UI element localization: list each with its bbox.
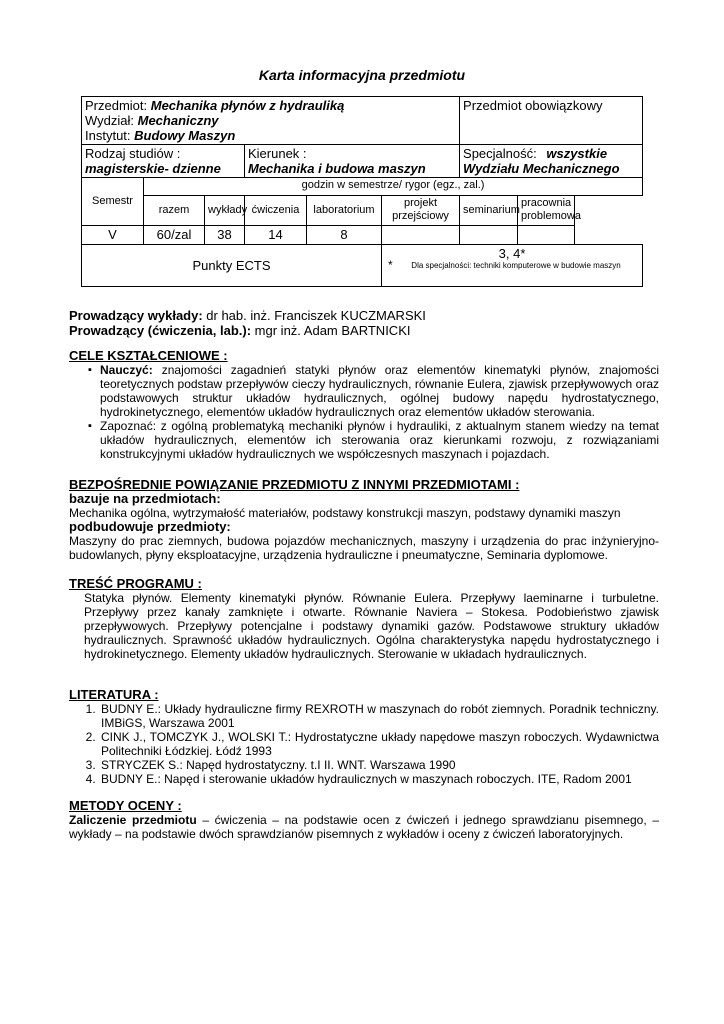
instructors: [69, 308, 659, 338]
list-item: 1. BUDNY E.: Układy hydrauliczne firmy REXROTH w maszynach do robót ziemnych. Poradnik techniczny. IMBiGS, Warszawa 2001: [99, 702, 659, 730]
col-seminarium: seminarium: [460, 196, 518, 226]
value-cwiczenia: 14: [245, 226, 307, 245]
value-razem: 60/zal: [144, 226, 205, 245]
literature-list: [69, 702, 659, 786]
ects-label: Punkty ECTS: [82, 245, 382, 287]
supports-text: Maszyny do prac ziemnych, budowa pojazdów mechanicznych, maszyny i urządzenia do prac inżynieryjno-budowlanych, płyny eksploatacyjne, urządzenia hydrauliczne i pneumatyczne, Seminaria dyplomowe.: [69, 534, 659, 562]
list-item: ▪ Nauczyć: znajomości zagadnień statyki płynów oraz elementów kinematyki płynów, znajomości teoretycznych podstaw przepływów cieczy hydraulicznych, równanie Eulera, zjawisk przepływowych oraz podstawowych struktur układów hydraulicznych, ogólnej budowy napędu hydrostatycznego, hydrokinetycznego, elementów układów hydraulicznych oraz elementów układów sterowania.: [100, 363, 659, 419]
value-seminarium: [460, 226, 518, 245]
page-title: Karta informacyjna przedmiotu: [258, 67, 466, 83]
semester-header: Semestr: [82, 178, 144, 226]
assessment-section: [69, 799, 659, 841]
assessment-heading: METODY OCENY :: [69, 798, 182, 813]
specialty-cell: Specjalność: wszystkie Wydziału Mechanicznego: [460, 145, 643, 178]
ects-value: 3, 4*: [498, 246, 526, 261]
based-on-text: Mechanika ogólna, wytrzymałość materiałów, podstawy konstrukcji maszyn, podstawy dynamiki maszyn: [69, 506, 621, 520]
col-pracownia: pracownia problemowa: [518, 196, 575, 226]
col-wyklady: wykłady: [205, 196, 245, 226]
ects-value-cell: [382, 245, 643, 287]
program-section: [69, 577, 659, 661]
relations-heading: BEZPOŚREDNIE POWIĄZANIE PRZEDMIOTU Z INNYMI PRZEDMIOTAMI :: [69, 477, 520, 492]
goals-section: [69, 349, 659, 461]
subject-cell: Przedmiot: Mechanika płynów z hydrauliką Wydział: Mechaniczny Instytut: Budowy Maszyn: [82, 97, 460, 145]
assistant-line: Prowadzący (ćwiczenia, lab.): mgr inż. Adam BARTNICKI: [69, 323, 411, 338]
col-razem: razem: [144, 196, 205, 226]
col-projekt: projekt przejściowy: [382, 196, 460, 226]
goals-list: [69, 363, 659, 461]
course-info-table: [81, 96, 643, 287]
list-item: 3. STRYCZEK S.: Napęd hydrostatyczny. t.I II. WNT. Warszawa 1990: [99, 758, 659, 772]
list-item: 2. CINK J., TOMCZYK J., WOLSKI T.: Hydrostatyczne układy napędowe maszyn roboczych. Wydawnictwa Politechniki Łódzkiej. Łódź 1993: [99, 730, 659, 758]
value-pracownia: [518, 226, 575, 245]
ects-note: * Dla specjalności: techniki komputerowe w budowie maszyn: [388, 258, 621, 272]
literature-heading: LITERATURA :: [69, 687, 159, 702]
literature-section: [69, 688, 659, 786]
hours-header: godzin w semestrze/ rygor (egz., zal.): [144, 178, 643, 196]
study-type-cell: Rodzaj studiów : magisterskie- dzienne: [82, 145, 245, 178]
col-cwiczenia: ćwiczenia: [245, 196, 307, 226]
col-laboratorium: laboratorium: [307, 196, 382, 226]
value-semestr: V: [82, 226, 144, 245]
value-wyklady: 38: [205, 226, 245, 245]
goals-heading: CELE KSZTAŁCENIOWE :: [69, 348, 228, 363]
value-projekt: [382, 226, 460, 245]
program-text: Statyka płynów. Elementy kinematyki płynów. Równanie Eulera. Przepływy laeminarne i turbuletne. Przepływy przez kanały zamknięte i otwarte. Równanie Naviera – Stokesa. Podobieństwo zjawisk przepływowych. Przepływy potencjalne i podstawy dynamiki gazów. Podstawowe struktury układów hydraulicznych. Sprawność układów hydraulicznych. Ogólna charakterystyka napędu hydrostatycznego i hydrokinetycznego. Elementy układów hydraulicznych. Sterowanie w układach hydraulicznych.: [84, 591, 659, 661]
field-cell: Kierunek : Mechanika i budowa maszyn: [245, 145, 460, 178]
list-item: 4. BUDNY E.: Napęd i sterowanie układów hydraulicznych w maszynach roboczych. ITE, Radom 2001: [99, 772, 659, 786]
list-item: ▪ Zapoznać: z ogólną problematyką mechaniki płynów i hydrauliki, z aktualnym stanem wiedzy na temat układów hydraulicznych, elementów ich sterowania oraz kierunkami rozwoju, z rozwiązaniami konstrukcyjnymi układów hydraulicznych we współczesnych maszynach i pojazdach.: [100, 419, 659, 461]
supports-label: podbudowuje przedmioty:: [69, 519, 231, 534]
value-laboratorium: 8: [307, 226, 382, 245]
based-on-label: bazuje na przedmiotach:: [69, 491, 221, 506]
subject-status: Przedmiot obowiązkowy: [460, 97, 643, 145]
lecturer-line: Prowadzący wykłady: dr hab. inż. Franciszek KUCZMARSKI: [69, 308, 426, 323]
program-heading: TREŚĆ PROGRAMU :: [69, 576, 202, 591]
relations-section: [69, 478, 659, 562]
assessment-text: Zaliczenie przedmiotu – ćwiczenia – na podstawie ocen z ćwiczeń i jednego sprawdzianu pisemnego, – wykłady – na podstawie dwóch sprawdzianów pisemnych z wykładów i oceny z ćwiczeń laboratoryjnych.: [69, 813, 659, 841]
